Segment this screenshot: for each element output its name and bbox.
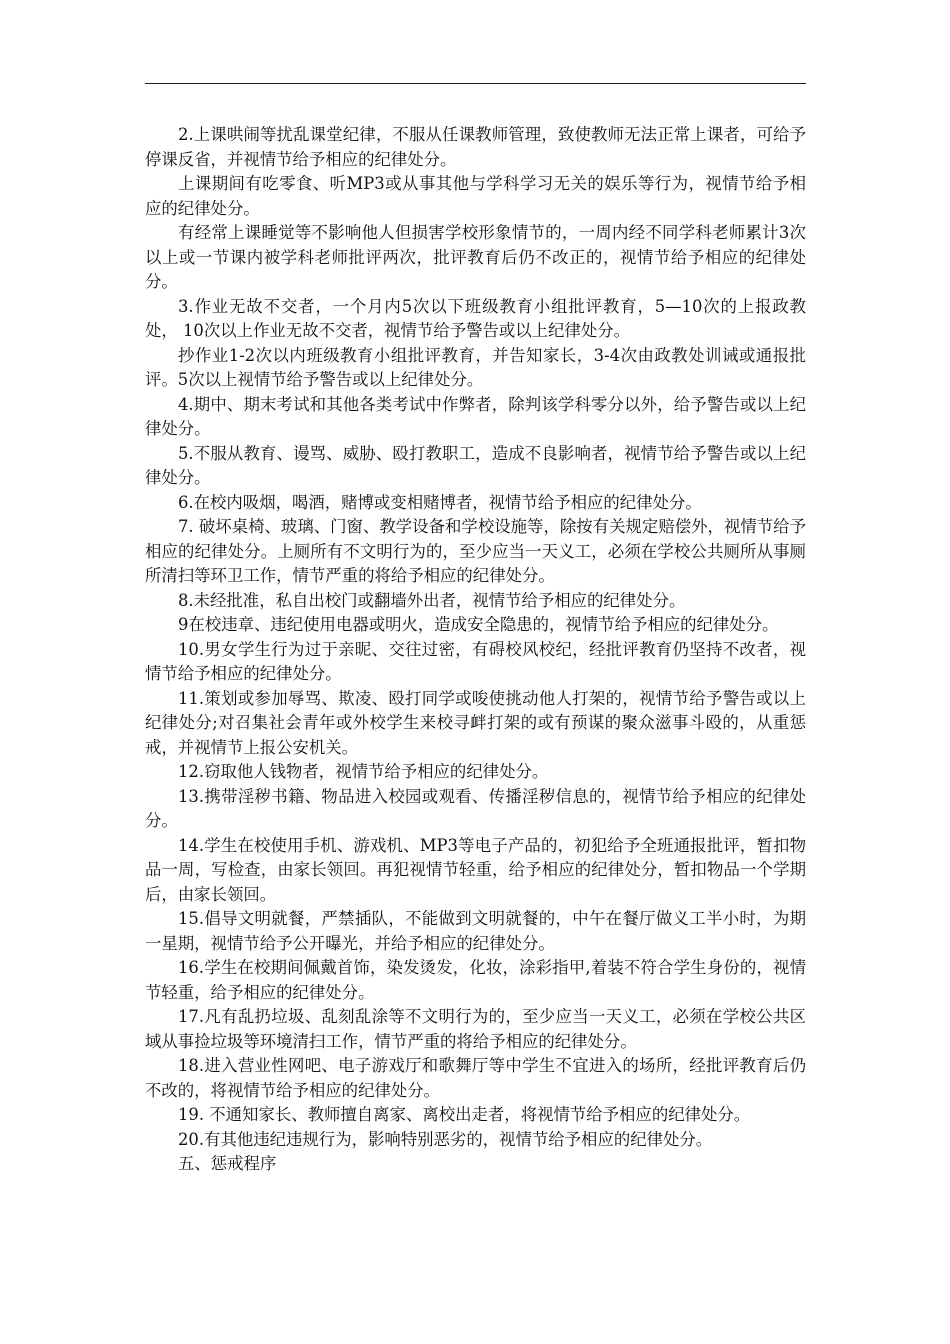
section-heading: 五、惩戒程序 (178, 1154, 277, 1173)
paragraph: 13.携带淫秽书籍、物品进入校园或观看、传播淫秽信息的，视情节给予相应的纪律处分。 (145, 786, 806, 830)
paragraph: 5.不服从教育、谩骂、威胁、殴打教职工，造成不良影响者，视情节给予警告或以上纪律处分。 (145, 443, 806, 487)
paragraph: 6.在校内吸烟，喝酒，赌博或变相赌博者，视情节给予相应的纪律处分。 (178, 492, 702, 512)
paragraph: 4.期中、期末考试和其他各类考试中作弊者，除判该学科零分以外，给予警告或以上纪律处分。 (145, 394, 806, 438)
paragraph: 16.学生在校期间佩戴首饰，染发烫发，化妆，涂彩指甲,着装不符合学生身份的，视情节轻重，给予相应的纪律处分。 (145, 958, 806, 1002)
document-body (145, 123, 806, 1177)
paragraph: 11.策划或参加辱骂、欺凌、殴打同学或唆使挑动他人打架的，视情节给予警告或以上纪律处分;对召集社会青年或外校学生来校寻衅打架的或有预谋的聚众滋事斗殴的，从重惩戒，并视情节上报公安机关。 (145, 688, 806, 757)
paragraph: 10.男女学生行为过于亲昵、交往过密，有碍校风校纪，经批评教育仍坚持不改者，视情节给予相应的纪律处分。 (145, 639, 806, 683)
paragraph: 2.上课哄闹等扰乱课堂纪律，不服从任课教师管理，致使教师无法正常上课者，可给予停课反省，并视情节给予相应的纪律处分。 (145, 125, 806, 169)
paragraph: 8.未经批准，私自出校门或翻墙外出者，视情节给予相应的纪律处分。 (178, 590, 686, 610)
paragraph: 19. 不通知家长、教师擅自离家、离校出走者，将视情节给予相应的纪律处分。 (178, 1105, 751, 1124)
paragraph: 9在校违章、违纪使用电器或明火，造成安全隐患的，视情节给予相应的纪律处分。 (178, 615, 779, 634)
paragraph: 12.窃取他人钱物者，视情节给予相应的纪律处分。 (178, 762, 549, 781)
header-rule (145, 83, 806, 84)
paragraph: 18.进入营业性网吧、电子游戏厅和歌舞厅等中学生不宜进入的场所，经批评教育后仍不改的，将视情节给予相应的纪律处分。 (145, 1056, 806, 1100)
paragraph: 上课期间有吃零食、听MP3或从事其他与学科学习无关的娱乐等行为，视情节给予相应的纪律处分。 (145, 174, 806, 218)
paragraph: 15.倡导文明就餐，严禁插队，不能做到文明就餐的，中午在餐厅做义工半小时，为期一星期，视情节给予公开曝光，并给予相应的纪律处分。 (145, 909, 806, 953)
paragraph: 17.凡有乱扔垃圾、乱刻乱涂等不文明行为的，至少应当一天义工，必须在学校公共区域从事捡垃圾等环境清扫工作，情节严重的将给予相应的纪律处分。 (145, 1007, 806, 1051)
paragraph: 3.作业无故不交者，一个月内5次以下班级教育小组批评教育，5—10次的上报政教处， 10次以上作业无故不交者，视情节给予警告或以上纪律处分。 (145, 296, 806, 340)
paragraph: 有经常上课睡觉等不影响他人但损害学校形象情节的，一周内经不同学科老师累计3次以上或一节课内被学科老师批评两次，批评教育后仍不改正的，视情节给予相应的纪律处分。 (145, 223, 806, 291)
paragraph: 14.学生在校使用手机、游戏机、MP3等电子产品的，初犯给予全班通报批评，暂扣物品一周，写检查，由家长领回。再犯视情节轻重，给予相应的纪律处分，暂扣物品一个学期后，由家长领回。 (145, 835, 806, 904)
paragraph: 抄作业1-2次以内班级教育小组批评教育，并告知家长，3-4次由政教处训诫或通报批评。5次以上视情节给予警告或以上纪律处分。 (145, 345, 806, 389)
paragraph: 7. 破坏桌椅、玻璃、门窗、教学设备和学校设施等，除按有关规定赔偿外，视情节给予相应的纪律处分。上厕所有不文明行为的，至少应当一天义工，必须在学校公共厕所从事厕所清扫等环卫工作，情节严重的将给予相应的纪律处分。 (145, 517, 806, 585)
paragraph: 20.有其他违纪违规行为，影响特别恶劣的，视情节给予相应的纪律处分。 (178, 1129, 713, 1149)
